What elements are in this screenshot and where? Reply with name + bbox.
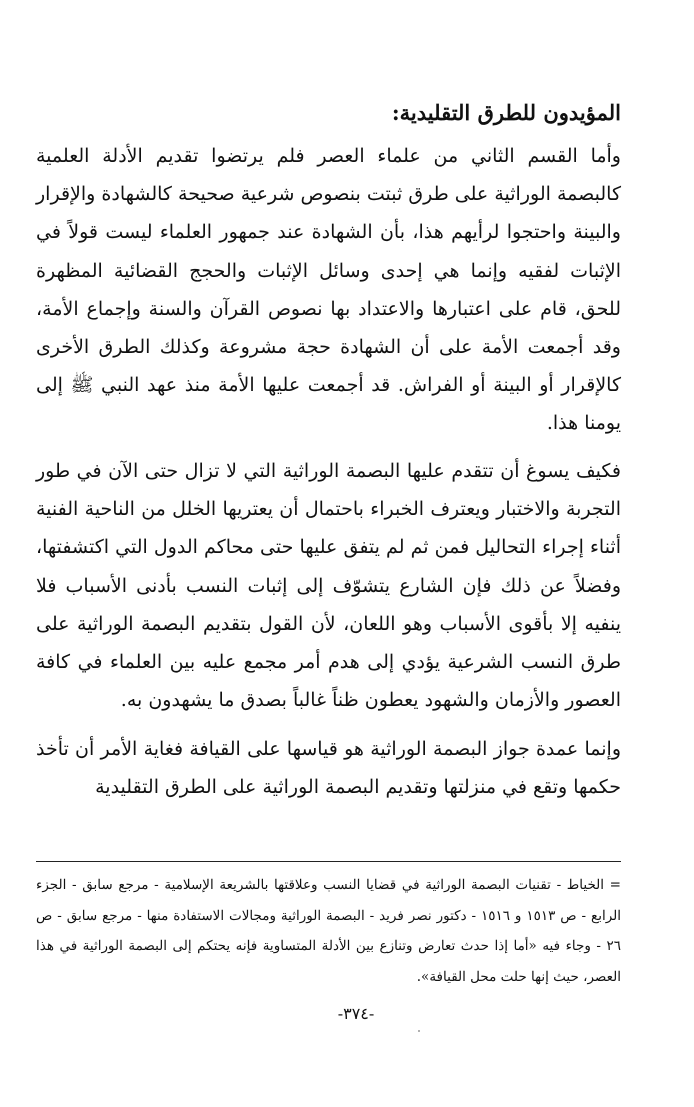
book-page xyxy=(36,0,621,1107)
scan-speck xyxy=(418,1030,420,1032)
footnote-divider xyxy=(36,861,621,862)
paragraph-1: وأما القسم الثاني من علماء العصر فلم يرتضوا تقديم الأدلة العلمية كالبصمة الوراثية على طرق ثبتت بنصوص شرعية صحيحة كالشهادة والإقرار والبينة واحتجوا لرأيهم هذا، بأن الشهادة عند جمهور العلماء ليست قولاً في الإثبات لفقيه وإنما هي إحدى وسائل الإثبات والحجج القضائية المظهرة للحق، قام على اعتبارها والاعتداد بها نصوص القرآن والسنة وإجماع الأمة، وقد أجمعت الأمة على أن الشهادة حجة مشروعة وكذلك الطرق الأخرى كالإقرار أو البينة أو الفراش. قد أجمعت عليها الأمة منذ عهد النبي ﷺ إلى يومنا هذا. xyxy=(36,145,621,435)
page-number: -٣٧٤- xyxy=(337,1004,375,1023)
section-heading: المؤيدون للطرق التقليدية: xyxy=(391,100,621,125)
paragraph-2: فكيف يسوغ أن تتقدم عليها البصمة الوراثية التي لا تزال حتى الآن في طور التجربة والاختبار ويعترف الخبراء باحتمال أن يعتريها الخلل من الناحية الفنية أثناء إجراء التحاليل فمن ثم لم يتفق عليها حتى محاكم الدول التي اكتشفتها، وفضلاً عن ذلك فإن الشارع يتشوّف إلى إثبات النسب بأدنى الأسباب فلا ينفيه إلا بأقوى الأسباب وهو اللعان، لأن القول بتقديم البصمة الوراثية على طرق النسب الشرعية يؤدي إلى هدم أمر مجمع عليه بين العلماء في كافة العصور والأزمان والشهود يعطون ظناً غالباً بصدق ما يشهدون به. xyxy=(36,460,621,712)
paragraph-3: وإنما عمدة جواز البصمة الوراثية هو قياسها على القيافة فغاية الأمر أن تأخذ حكمها وتقع في منزلتها وتقديم البصمة الوراثية على الطرق التقليدية xyxy=(36,738,621,799)
footnote-text: = الخياط - تقنيات البصمة الوراثية في قضايا النسب وعلاقتها بالشريعة الإسلامية - مرجع سابق - الجزء الرابع - ص ١٥١٣ و ١٥١٦ - دكتور نصر فريد - البصمة الوراثية ومجالات الاستفادة منها - مرجع سابق - ص ٢٦ - وجاء فيه «أما إذا حدث تعارض وتنازع بين الأدلة المتساوية فإنه يحتكم إلى البصمة الوراثية في هذا العصر، حيث إنها حلت محل القيافة». xyxy=(36,877,622,985)
